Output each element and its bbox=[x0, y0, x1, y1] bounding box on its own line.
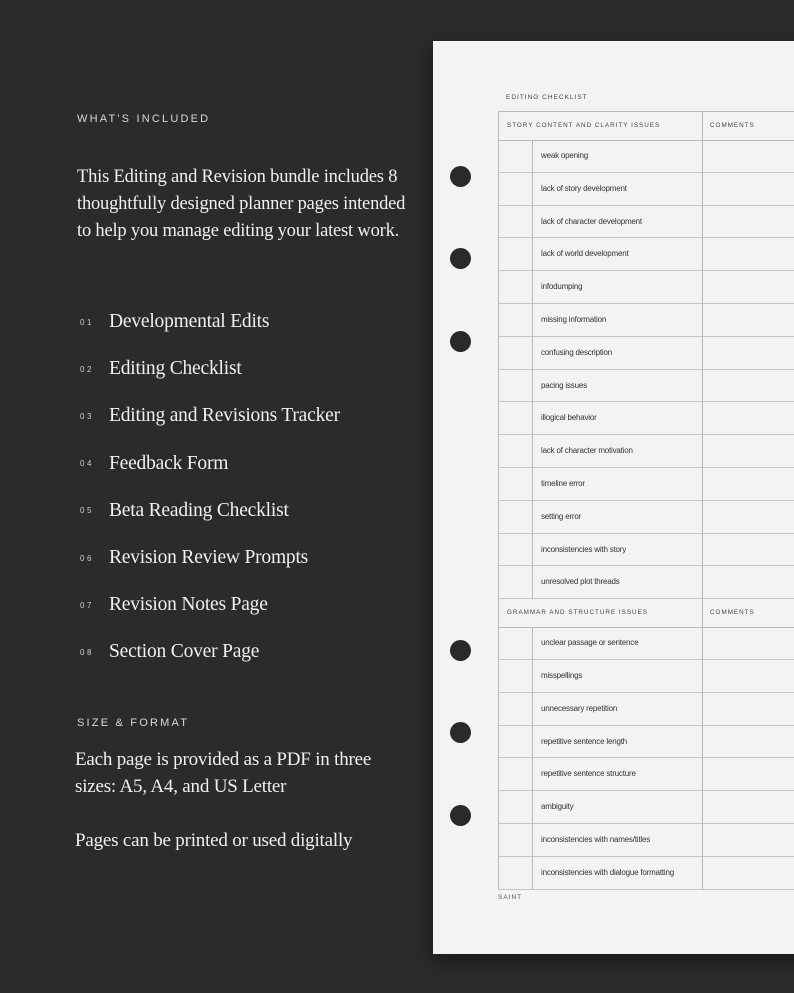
checklist-item-text: lack of world development bbox=[541, 249, 629, 259]
checklist-row bbox=[499, 370, 794, 403]
checklist-item-text: lack of character motivation bbox=[541, 446, 633, 456]
checklist-row bbox=[499, 824, 794, 857]
section-title: STORY CONTENT AND CLARITY ISSUES bbox=[507, 122, 661, 129]
binder-hole bbox=[450, 331, 471, 352]
checklist-row bbox=[499, 337, 794, 370]
binder-hole bbox=[450, 248, 471, 269]
checklist-table bbox=[498, 111, 794, 890]
included-item bbox=[80, 311, 269, 333]
included-item bbox=[80, 453, 228, 475]
checklist-item-text: pacing issues bbox=[541, 380, 587, 390]
checklist-row bbox=[499, 758, 794, 791]
checklist-item-text: infodumping bbox=[541, 282, 583, 292]
checklist-item-text: ambiguity bbox=[541, 802, 574, 812]
intro-paragraph: This Editing and Revision bundle includes 8 thoughtfully designed planner pages intended to help you manage editing your latest work. bbox=[77, 167, 406, 241]
item-number: 06 bbox=[80, 553, 94, 563]
checklist-row bbox=[499, 791, 794, 824]
binder-hole bbox=[450, 722, 471, 743]
checklist-item-text: setting error bbox=[541, 511, 582, 521]
checkbox-column-divider bbox=[532, 140, 533, 599]
checklist-row bbox=[499, 501, 794, 534]
item-number: 04 bbox=[80, 459, 94, 469]
checklist-item-text: confusing description bbox=[541, 347, 612, 357]
section-header bbox=[499, 599, 794, 628]
checklist-row bbox=[499, 435, 794, 468]
checklist-row bbox=[499, 206, 794, 239]
checklist-item-text: repetitive sentence structure bbox=[541, 769, 636, 779]
section-title: GRAMMAR AND STRUCTURE ISSUES bbox=[507, 609, 649, 617]
item-label: Revision Review Prompts bbox=[109, 547, 309, 568]
included-item bbox=[80, 405, 340, 427]
digital-paragraph: Pages can be printed or used digitally bbox=[75, 830, 353, 851]
checklist-row bbox=[499, 857, 794, 890]
item-number: 03 bbox=[80, 411, 94, 421]
checklist-row bbox=[499, 238, 794, 271]
section-header bbox=[499, 112, 794, 141]
included-item bbox=[80, 594, 268, 616]
item-label: Feedback Form bbox=[109, 452, 229, 474]
checklist-row bbox=[499, 402, 794, 435]
checklist-item-text: missing information bbox=[541, 315, 607, 324]
checklist-row bbox=[499, 304, 794, 337]
comments-column-divider bbox=[702, 599, 703, 889]
checklist-item-text: weak opening bbox=[541, 151, 588, 160]
binder-hole bbox=[450, 640, 471, 661]
brand-footer: SAINT bbox=[498, 894, 523, 901]
checklist-item-text: misspellings bbox=[541, 671, 583, 680]
page-title: EDITING CHECKLIST bbox=[506, 94, 588, 101]
checklist-item-text: illogical behavior bbox=[541, 413, 597, 423]
item-label: Revision Notes Page bbox=[109, 594, 268, 616]
checklist-row bbox=[499, 627, 794, 660]
item-label: Beta Reading Checklist bbox=[109, 499, 289, 521]
included-item bbox=[80, 641, 259, 663]
checklist-item-text: lack of character development bbox=[541, 216, 642, 226]
checklist-row bbox=[499, 660, 794, 693]
checklist-row bbox=[499, 173, 794, 206]
size-format-label: SIZE & FORMAT bbox=[77, 717, 190, 729]
checklist-item-text: inconsistencies with names/titles bbox=[541, 835, 651, 844]
item-number: 01 bbox=[80, 317, 94, 327]
included-item bbox=[80, 358, 242, 380]
checklist-row bbox=[499, 271, 794, 304]
checklist-item-text: lack of story development bbox=[541, 183, 627, 193]
item-number: 05 bbox=[80, 506, 94, 516]
binder-hole bbox=[450, 805, 471, 826]
checklist-item-text: unnecessary repetition bbox=[541, 703, 618, 713]
item-number: 07 bbox=[80, 600, 94, 610]
item-number: 02 bbox=[80, 364, 94, 374]
included-item bbox=[80, 500, 289, 522]
checklist-item-text: unresolved plot threads bbox=[541, 577, 620, 587]
checklist-row bbox=[499, 726, 794, 759]
item-label: Section Cover Page bbox=[109, 641, 260, 663]
checklist-item-text: inconsistencies with dialogue formatting bbox=[541, 867, 674, 877]
checklist-row bbox=[499, 534, 794, 567]
comments-column-divider bbox=[702, 112, 703, 599]
checklist-row bbox=[499, 140, 794, 173]
checkbox-column-divider bbox=[532, 627, 533, 889]
format-paragraph: Each page is provided as a PDF in three sizes: A5, A4, and US Letter bbox=[75, 749, 372, 797]
checklist-item-text: timeline error bbox=[541, 479, 585, 488]
checklist-item-text: unclear passage or sentence bbox=[541, 638, 639, 648]
item-label: Developmental Edits bbox=[109, 311, 270, 332]
item-label: Editing and Revisions Tracker bbox=[109, 405, 340, 427]
item-label: Editing Checklist bbox=[109, 358, 242, 380]
item-number: 08 bbox=[80, 647, 94, 657]
checklist-page bbox=[433, 41, 794, 954]
whats-included-label: WHAT'S INCLUDED bbox=[77, 113, 211, 125]
comments-header: COMMENTS bbox=[710, 609, 755, 617]
checklist-item-text: repetitive sentence length bbox=[541, 736, 627, 746]
checklist-row bbox=[499, 566, 794, 599]
checklist-row bbox=[499, 693, 794, 726]
checklist-row bbox=[499, 468, 794, 501]
binder-hole bbox=[450, 166, 471, 187]
included-item bbox=[80, 547, 308, 569]
comments-header: COMMENTS bbox=[710, 122, 755, 129]
checklist-item-text: inconsistencies with story bbox=[541, 544, 627, 554]
